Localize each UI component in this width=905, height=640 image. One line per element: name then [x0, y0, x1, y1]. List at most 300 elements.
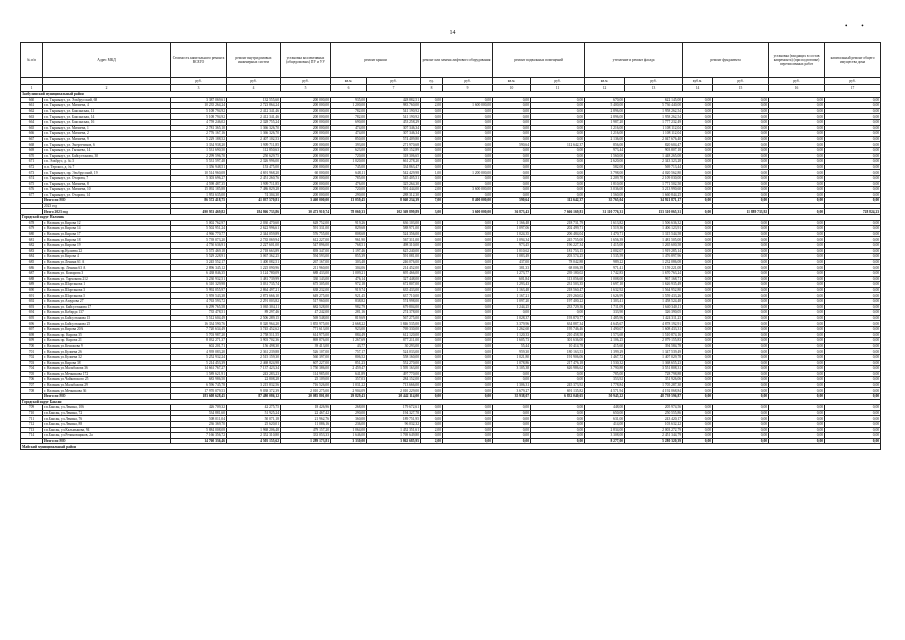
value-cell: 0,00: [769, 131, 825, 137]
value-cell: 14 661 767,27: [171, 366, 227, 372]
value-cell: 200 000,00: [281, 119, 331, 125]
value-cell: 325 264,30: [367, 181, 421, 187]
value-cell: 3 600 000,00: [443, 209, 493, 215]
value-cell: 625 240,00: [367, 248, 421, 254]
unit-cell: кв.м.: [331, 78, 367, 85]
value-cell: 281,16: [331, 310, 367, 316]
address-cell: г. Нальчик пр. Кирова 35: [43, 332, 171, 338]
value-cell: 806,52: [331, 354, 367, 360]
value-cell: 675 305,00: [281, 282, 331, 288]
address-cell: Итого 2023 год: [43, 209, 171, 215]
value-cell: 4 020 562,80: [625, 170, 683, 176]
address-cell: г. Нальчик пр. Кирова 21: [43, 338, 171, 344]
value-cell: 0,00: [683, 332, 713, 338]
address-cell: г.п. Тырныауз, ул. Баксанская, 11: [43, 108, 171, 114]
value-cell: 0,00: [443, 136, 493, 142]
value-cell: 1 605,73: [493, 338, 531, 344]
value-cell: 231 503,35: [531, 282, 585, 288]
value-cell: 0,00: [713, 119, 769, 125]
value-cell: 16 334 590,76: [171, 321, 227, 327]
value-cell: 0,00: [493, 164, 531, 170]
row-number: 675: [21, 181, 43, 187]
value-cell: 0,00: [769, 360, 825, 366]
value-cell: 919,26: [331, 220, 367, 226]
value-cell: 973,44: [585, 147, 625, 153]
address-cell: г.п.Баксан, ул.Ленина, 76: [43, 416, 171, 422]
value-cell: 448,00: [585, 405, 625, 411]
value-cell: 0,00: [421, 298, 443, 304]
value-cell: 193 870,77: [531, 315, 585, 321]
value-cell: 243 283,23: [227, 371, 281, 377]
value-cell: 203 574,25: [531, 254, 585, 260]
address-cell: г. Нальчик ул.Шортанова 3: [43, 287, 171, 293]
value-cell: 638 232,00: [281, 287, 331, 293]
address-cell: г.п. Тырныауз, ул. Байсултанова, 30: [43, 153, 171, 159]
value-cell: 0,00: [493, 416, 531, 422]
value-cell: 1 560,00: [585, 192, 625, 198]
col-meters: установка коллективных (общедомовых) ПУ и УУ: [281, 43, 331, 78]
value-cell: 1 490,07: [585, 326, 625, 332]
value-cell: 0,00: [443, 343, 493, 349]
value-cell: 0,00: [713, 371, 769, 377]
value-cell: 0,00: [713, 298, 769, 304]
column-number-cell: 16: [769, 85, 825, 92]
value-cell: 1 771 502,50: [625, 181, 683, 187]
value-cell: 0,00: [825, 416, 881, 422]
value-cell: 0,00: [683, 259, 713, 265]
value-cell: 877 211,00: [367, 338, 421, 344]
value-cell: 3 213 990,60: [625, 187, 683, 193]
value-cell: 1 855 975,00: [281, 321, 331, 327]
address-cell: Итого по МО: [43, 394, 171, 400]
address-cell: г.п.Баксан, ул.Ленина, 106: [43, 405, 171, 411]
row-number: 662: [21, 108, 43, 114]
value-cell: 0,00: [825, 287, 881, 293]
value-cell: 243 420,17: [625, 416, 683, 422]
value-cell: 0,00: [683, 220, 713, 226]
address-cell: г.п. Тырныауз, ул. Мизиева, 1: [43, 125, 171, 131]
units-row: [21, 78, 881, 85]
value-cell: 181 753,15: [531, 248, 585, 254]
value-cell: 0,00: [683, 338, 713, 344]
value-cell: 8 040 234,39: [367, 198, 421, 204]
unit-cell: [21, 78, 43, 85]
value-cell: 1 267,69: [331, 338, 367, 344]
value-cell: 4 598 487,35: [171, 181, 227, 187]
value-cell: 0,00: [443, 438, 493, 444]
value-cell: 2 776 167,16: [171, 131, 227, 137]
value-cell: 5 002 762,97: [171, 220, 227, 226]
col-facade: утепление и ремонт фасада: [585, 43, 683, 78]
value-cell: 0,00: [531, 108, 585, 114]
value-cell: 0,00: [713, 237, 769, 243]
value-cell: 588 971,00: [367, 226, 421, 232]
value-cell: 0,00: [713, 192, 769, 198]
row-number: 702: [21, 354, 43, 360]
value-cell: 1 293,43: [493, 282, 531, 288]
value-cell: 0,00: [683, 271, 713, 277]
value-cell: 0,00: [493, 170, 531, 176]
value-cell: 114 985,00: [281, 371, 331, 377]
row-number: 690: [21, 287, 43, 293]
address-cell: г.п. Тырныауз, ул. Отарова, 14: [43, 192, 171, 198]
value-cell: 0,00: [769, 394, 825, 400]
value-cell: 0,00: [713, 125, 769, 131]
value-cell: 268,00: [331, 405, 367, 411]
value-cell: 6 299 765,58: [171, 304, 227, 310]
address-cell: г. Нальчик ул.Азаурова 27: [43, 298, 171, 304]
value-cell: 0,00: [493, 410, 531, 416]
value-cell: 9 038 372,39: [227, 388, 281, 394]
column-number-cell: 3: [171, 85, 227, 92]
value-cell: 0,00: [769, 422, 825, 428]
value-cell: 245 373,92: [531, 382, 585, 388]
value-cell: 2,00: [421, 438, 443, 444]
value-cell: 2 735 069,94: [227, 237, 281, 243]
value-cell: 51 925,24: [227, 410, 281, 416]
value-cell: 2 723 864,24: [227, 103, 281, 109]
value-cell: 0,00: [713, 366, 769, 372]
value-cell: 3 245 552,17: [171, 259, 227, 265]
value-cell: 1 535,59: [585, 254, 625, 260]
value-cell: 0,00: [825, 394, 881, 400]
value-cell: 0,00: [443, 427, 493, 433]
value-cell: 2 106,25: [585, 338, 625, 344]
value-cell: 569 548,00: [281, 315, 331, 321]
value-cell: 782,00: [331, 114, 367, 120]
value-cell: 1 415,00: [585, 243, 625, 249]
value-cell: 0,00: [443, 248, 493, 254]
value-cell: 0,00: [443, 243, 493, 249]
row-number: 660: [21, 97, 43, 103]
value-cell: 0,00: [683, 315, 713, 321]
value-cell: 8 032 271,37: [171, 338, 227, 344]
value-cell: 497 770,00: [367, 371, 421, 377]
value-cell: 479 157,20: [281, 427, 331, 433]
value-cell: 0,00: [443, 265, 493, 271]
value-cell: 1 485,96: [585, 315, 625, 321]
value-cell: 200 000,00: [281, 103, 331, 109]
value-cell: 1 347 539,49: [625, 349, 683, 355]
value-cell: 112 642,37: [531, 198, 585, 204]
value-cell: 0,00: [421, 259, 443, 265]
address-cell: г. Нальчик ул. Тарчокова 212: [43, 276, 171, 282]
value-cell: 1 020,00: [331, 159, 367, 165]
row-number: 709: [21, 405, 43, 411]
value-cell: 250 555,86: [625, 410, 683, 416]
row-number: 692: [21, 298, 43, 304]
column-number-cell: 8: [421, 85, 443, 92]
value-cell: 0,00: [493, 422, 531, 428]
row-number: 661: [21, 103, 43, 109]
value-cell: 517 960,00: [281, 298, 331, 304]
value-cell: 288 312,30: [367, 192, 421, 198]
value-cell: 0,00: [421, 181, 443, 187]
unit-cell: руб.: [769, 78, 825, 85]
value-cell: 601,84: [493, 276, 531, 282]
address-cell: г.п.Баксан, ул.Ленина, 88: [43, 422, 171, 428]
address-cell: г. Нальчик ул. Комарова 3: [43, 271, 171, 277]
value-cell: 0,00: [531, 125, 585, 131]
value-cell: 0,00: [443, 282, 493, 288]
address-cell: г.п. Тырныауз, ул. Эльбрусский, 68: [43, 97, 171, 103]
value-cell: 0,00: [683, 310, 713, 316]
value-cell: 0,00: [713, 382, 769, 388]
value-cell: 0,00: [421, 97, 443, 103]
group-row: [21, 444, 881, 450]
value-cell: 0,00: [825, 231, 881, 237]
value-cell: 0,00: [713, 243, 769, 249]
value-cell: 353,92: [585, 377, 625, 383]
value-cell: 0,00: [443, 332, 493, 338]
value-cell: 0,00: [769, 271, 825, 277]
value-cell: 0,00: [683, 248, 713, 254]
value-cell: 490 953 469,82: [171, 209, 227, 215]
value-cell: 728 798,88: [625, 371, 683, 377]
value-cell: 1 968 206,48: [227, 427, 281, 433]
address-cell: п.п. Терскол, д. № 7: [43, 164, 171, 170]
value-cell: 0,00: [769, 265, 825, 271]
value-cell: 0,00: [825, 388, 881, 394]
value-cell: 2,00: [421, 427, 443, 433]
value-cell: 0,00: [825, 181, 881, 187]
value-cell: 0,00: [421, 125, 443, 131]
value-cell: 3 065 304,11: [227, 304, 281, 310]
value-cell: 0,00: [713, 136, 769, 142]
value-cell: 3 379,96: [493, 321, 531, 327]
value-cell: 2 451 344,79: [625, 433, 683, 439]
value-cell: 0,00: [825, 332, 881, 338]
value-cell: 819,69: [331, 315, 367, 321]
value-cell: 2 451 260,76: [227, 175, 281, 181]
value-cell: 0,00: [769, 237, 825, 243]
table-header: [21, 43, 881, 92]
value-cell: 3 798,00: [585, 170, 625, 176]
value-cell: 547 896,00: [281, 243, 331, 249]
value-cell: 78 060,33: [331, 209, 367, 215]
col-address: Адрес МКД: [43, 43, 171, 78]
value-cell: 1 506 636,32: [625, 220, 683, 226]
address-cell: г. Нальчик ул.Кирова 14: [43, 226, 171, 232]
value-cell: 682 528,00: [281, 304, 331, 310]
value-cell: 0,00: [769, 226, 825, 232]
value-cell: 0,00: [825, 136, 881, 142]
value-cell: 0,00: [683, 343, 713, 349]
value-cell: 0,00: [421, 287, 443, 293]
value-cell: 87 480 086,12: [227, 394, 281, 400]
value-cell: 0,00: [713, 360, 769, 366]
value-cell: 0,00: [443, 220, 493, 226]
value-cell: 545 405,51: [367, 175, 421, 181]
value-cell: 0,00: [421, 220, 443, 226]
address-cell: г. Нальчик ул.Мечникова 36: [43, 388, 171, 394]
value-cell: 0,00: [683, 136, 713, 142]
value-cell: 0,00: [443, 321, 493, 327]
value-cell: 0,00: [421, 332, 443, 338]
value-cell: 30 473 910,74: [281, 209, 331, 215]
column-number-cell: 5: [281, 85, 331, 92]
value-cell: 0,00: [421, 153, 443, 159]
value-cell: 1 009,21: [331, 271, 367, 277]
value-cell: 923,00: [331, 326, 367, 332]
value-cell: 935,00: [331, 97, 367, 103]
row-number: 670: [21, 153, 43, 159]
value-cell: 2 326 996,00: [227, 159, 281, 165]
value-cell: 524 356,00: [367, 231, 421, 237]
value-cell: 474,00: [331, 131, 367, 137]
value-cell: 0,00: [493, 310, 531, 316]
value-cell: 0,00: [683, 209, 713, 215]
value-cell: 0,00: [713, 321, 769, 327]
value-cell: 205 974,56: [625, 405, 683, 411]
value-cell: 0,00: [825, 103, 881, 109]
group-title: Городской округ Нальчик: [21, 215, 881, 221]
value-cell: 239 180,02: [531, 271, 585, 277]
address-cell: г.п. Тырныауз, ул. Энергетиков, 6: [43, 142, 171, 148]
value-cell: 200 000,00: [281, 147, 331, 153]
value-cell: 2 010 275,00: [281, 388, 331, 394]
value-cell: 0,00: [769, 349, 825, 355]
value-cell: 1 595 163,00: [367, 366, 421, 372]
value-cell: 0,00: [769, 298, 825, 304]
row-number: 691: [21, 293, 43, 299]
value-cell: 0,00: [825, 438, 881, 444]
value-cell: 1 078,86: [493, 360, 531, 366]
value-cell: 0,00: [769, 405, 825, 411]
value-cell: 189 751,95: [367, 416, 421, 422]
address-cell: г. Нальчик ул.Кирова 12: [43, 220, 171, 226]
value-cell: 0,00: [531, 438, 585, 444]
value-cell: 2 904,09: [331, 388, 367, 394]
value-cell: 7 166 356,72: [171, 433, 227, 439]
value-cell: 36 873,43: [493, 209, 531, 215]
value-cell: 5 992 055,97: [171, 287, 227, 293]
value-cell: 218 560,47: [531, 287, 585, 293]
value-cell: 4 939 083,20: [171, 349, 227, 355]
value-cell: 0,00: [713, 410, 769, 416]
value-cell: 0,00: [683, 231, 713, 237]
value-cell: 0,00: [443, 298, 493, 304]
value-cell: 1 531 690,50: [171, 147, 227, 153]
value-cell: 695 466,00: [367, 271, 421, 277]
value-cell: 0,00: [825, 142, 881, 148]
value-cell: 1 094,34: [493, 237, 531, 243]
value-cell: 0,00: [683, 388, 713, 394]
value-cell: 0,00: [683, 265, 713, 271]
value-cell: 5 575 469,18: [171, 248, 227, 254]
value-cell: 567 311,00: [367, 237, 421, 243]
value-cell: 0,00: [493, 153, 531, 159]
value-cell: 6 310 329,98: [171, 282, 227, 288]
value-cell: 0,00: [683, 103, 713, 109]
value-cell: 3 031 735,74: [227, 282, 281, 288]
value-cell: 89 297,46: [227, 310, 281, 316]
value-cell: 0,00: [825, 131, 881, 137]
value-cell: 0,00: [825, 343, 881, 349]
value-cell: 0,00: [825, 243, 881, 249]
value-cell: 0,00: [531, 175, 585, 181]
value-cell: 5 736 440,00: [625, 103, 683, 109]
value-cell: 437,00: [493, 259, 531, 265]
value-cell: 2 468 824,98: [227, 360, 281, 366]
value-cell: 0,00: [713, 254, 769, 260]
value-cell: 0,00: [443, 360, 493, 366]
value-cell: 2 864 497,21: [227, 287, 281, 293]
value-cell: 50 071,18: [227, 416, 281, 422]
value-cell: 0,00: [683, 377, 713, 383]
value-cell: 0,00: [769, 293, 825, 299]
value-cell: 1 564 952,80: [625, 287, 683, 293]
address-cell: г.п. Тырныауз, ул. Гызыева, 14: [43, 147, 171, 153]
unit-cell: руб.: [825, 78, 881, 85]
value-cell: 0,00: [825, 271, 881, 277]
value-cell: 0,00: [825, 276, 881, 282]
value-cell: 541 190,92: [367, 108, 421, 114]
value-cell: 1 958 262,54: [625, 114, 683, 120]
value-cell: 0,00: [443, 416, 493, 422]
value-cell: 691 135,82: [531, 388, 585, 394]
value-cell: 0,00: [683, 371, 713, 377]
value-cell: 200 000,00: [281, 114, 331, 120]
value-cell: 0,00: [713, 416, 769, 422]
row-number: 706: [21, 377, 43, 383]
value-cell: 0,00: [683, 159, 713, 165]
value-cell: 1 368 655,23: [625, 360, 683, 366]
col-foundation: ремонт фундамента: [683, 43, 769, 78]
value-cell: 0,00: [421, 360, 443, 366]
value-cell: 5 502 951,24: [171, 226, 227, 232]
value-cell: 20 442 114,00: [367, 394, 421, 400]
value-cell: 0,00: [713, 97, 769, 103]
value-cell: 200 000,00: [281, 192, 331, 198]
value-cell: 327 448,00: [367, 276, 421, 282]
value-cell: 214 452,00: [367, 265, 421, 271]
value-cell: 2 030 470,60: [227, 220, 281, 226]
value-cell: 15 092 185,88: [171, 187, 227, 193]
value-cell: 0,00: [421, 119, 443, 125]
address-cell: г.п. Тырныауз, ул. Баксанская, 14: [43, 114, 171, 120]
value-cell: 2 506 289,15: [227, 315, 281, 321]
value-cell: 20 085 801,00: [281, 394, 331, 400]
value-cell: 973,45: [493, 243, 531, 249]
value-cell: 0,00: [769, 371, 825, 377]
value-cell: 1 083,49: [493, 254, 531, 260]
row-number: 687: [21, 271, 43, 277]
value-cell: 1 711,09: [585, 304, 625, 310]
value-cell: 552 270,00: [367, 360, 421, 366]
value-cell: 1 399,29: [585, 349, 625, 355]
address-cell: г. Нальчик ул.Кулиева 26: [43, 349, 171, 355]
value-cell: 2 781 365,10: [171, 125, 227, 131]
value-cell: 0,00: [443, 371, 493, 377]
value-cell: 8 320 964,20: [227, 321, 281, 327]
value-cell: 2 291 003,82: [227, 298, 281, 304]
value-cell: 2 459,47: [331, 366, 367, 372]
value-cell: 1 958 262,54: [625, 108, 683, 114]
value-cell: 1 448 265,00: [625, 153, 683, 159]
column-number-cell: 12: [585, 85, 625, 92]
address-cell: г. Нальчик ул.Кирова 19: [43, 243, 171, 249]
value-cell: 267 167,00: [281, 259, 331, 265]
column-number-cell: 13: [625, 85, 683, 92]
value-cell: 3 330,00: [331, 438, 367, 444]
value-cell: 0,00: [769, 142, 825, 148]
value-cell: 0,00: [683, 237, 713, 243]
value-cell: 3 460 000,00: [281, 198, 331, 204]
value-cell: 112 642,37: [531, 142, 585, 148]
value-cell: 1 166,48: [493, 220, 531, 226]
value-cell: 0,00: [493, 108, 531, 114]
